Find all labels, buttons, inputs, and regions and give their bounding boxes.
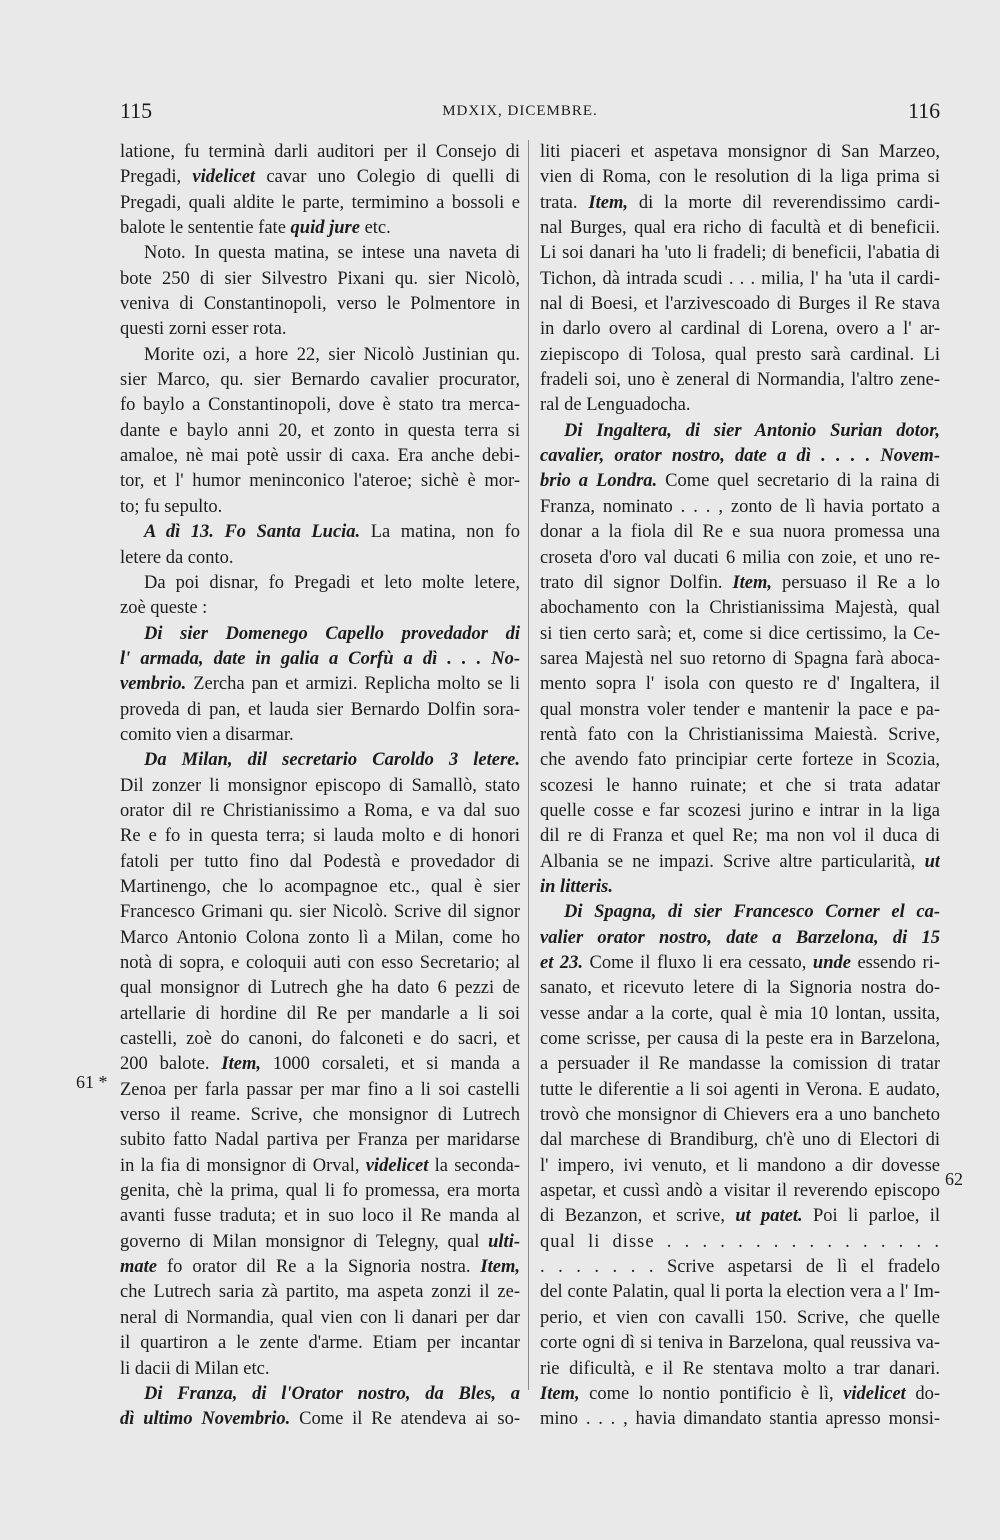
text-line: tor, et l' humor meninconico l'ateroe; sichè è mor- <box>120 471 520 492</box>
text-line: vien di Roma, con le resolution di la liga prima si <box>540 167 940 188</box>
text-line: Re e fo in questa terra; si lauda molto e di honori <box>120 826 520 847</box>
text-line: genita, chè la prima, qual li fo promessa, era morta <box>120 1181 520 1202</box>
text-line: Da Milan, dil secretario Caroldo 3 letere. <box>144 750 520 771</box>
left-page-number: 115 <box>120 98 153 123</box>
text-line: latione, fu terminà darli auditori per il Consejo di <box>120 142 520 162</box>
text-line: in litteris. <box>540 876 613 897</box>
text-line: Noto. In questa matina, se intese una naveta di <box>144 243 520 264</box>
text-line: Di Franza, di l'Orator nostro, da Bles, a <box>144 1383 520 1404</box>
text-line: proveda di pan, et lauda sier Bernardo Dolfin sora- <box>120 699 520 720</box>
text-line: che avendo fato principiar certe forteze in Scozia, <box>540 750 940 771</box>
text-line: neral di Normandia, qual vien con li danari per dar <box>120 1307 520 1328</box>
text-line: Zenoa per farla passar per mar fino a li soi castelli <box>120 1079 520 1100</box>
text-line: artellarie di hordine dil Re per mandarle a li soi <box>120 1003 520 1024</box>
text-line: del conte Palatin, qual li porta la election vera a l' Im- <box>540 1282 940 1303</box>
text-line: che Lutrech saria zà partito, ma aspeta zonzi il ze- <box>120 1282 520 1303</box>
text-line: nal di Boesi, et l'arzivescoado di Burges il Re stava <box>540 294 940 315</box>
text-line: vembrio. Zercha pan et armizi. Replicha molto se li <box>120 674 520 695</box>
text-line: donar a la fiola dil Re e sua nuora promessa una <box>540 522 940 543</box>
text-line: Pregadi, quali aldite le parte, termimino a bossoli e <box>120 192 520 213</box>
text-line: veniva di Constantinopoli, verso le Polmentore in <box>120 294 520 315</box>
text-line: fradeli soi, uno è zeneral di Normandia, l'altro zene- <box>540 370 940 391</box>
text-line: scozesi le hanno ruinate; et che si trata adatar <box>540 775 940 796</box>
text-line: dil re di Franza et quel Re; ma non vol il duca di <box>540 826 940 847</box>
text-line: ral de Lenguadocha. <box>540 395 691 416</box>
text-line: nal Burges, qual era richo di facultà et di beneficii. <box>540 218 940 239</box>
left-text-column <box>120 140 520 1433</box>
text-line: 200 balote. Item, 1000 corsaleti, et si manda a <box>120 1054 520 1075</box>
text-line: zoè queste : <box>120 598 208 619</box>
text-line: Di sier Domenego Capello provedador di <box>144 623 520 644</box>
text-line: Francesco Grimani qu. sier Nicolò. Scrive dil signor <box>120 902 520 923</box>
text-line: a persuader il Re mandasse la comission di tratar <box>540 1054 940 1075</box>
text-line: questi zorni esser rota. <box>120 319 287 340</box>
text-line: sanato, et ricevuto letere di la Signoria nostra do- <box>540 978 940 999</box>
text-line: et 23. Come il fluxo li era cessato, unde essendo ri- <box>540 953 940 973</box>
text-line: avanti fusse traduta; et in suo loco il Re manda al <box>120 1206 520 1227</box>
text-line: dal marchese di Brandiburg, ch'è uno di Electori di <box>540 1130 940 1151</box>
text-line: verso il reame. Scrive, che monsignor di Lutrech <box>120 1105 520 1126</box>
text-line: governo di Milan monsignor di Telegny, qual ulti- <box>120 1231 520 1252</box>
text-line: in darlo overo al cardinal di Lorena, overo a l' ar- <box>540 319 940 340</box>
text-line: notà di sopra, e coloquii auti con esso Secretario; al <box>120 953 520 973</box>
text-line: si tien certo sarà; et, come si dice certissimo, la Ce- <box>540 623 940 644</box>
text-line: balote le sententie fate quid jure etc. <box>120 218 391 239</box>
text-line: l' impero, ivi venuto, et li mandono a dir dovesse <box>540 1155 940 1176</box>
text-line: to; fu sepulto. <box>120 496 223 517</box>
text-line: croseta d'oro val ducati 6 milia con zoie, et uno re- <box>540 547 940 568</box>
text-line: amaloe, nè mai potè ussir di caxa. Era anche debi- <box>120 446 520 467</box>
text-line: ziepiscopo di Tolosa, qual presto sarà cardinal. Li <box>540 344 940 365</box>
text-line: Dil zonzer li monsignor episcopo di Samallò, stato <box>120 775 520 796</box>
text-line: Da poi disnar, fo Pregadi et leto molte letere, <box>144 572 520 593</box>
text-line: valier orator nostro, date a Barzelona, di 15 <box>540 927 940 948</box>
text-line: Franza, nominato . . . , zonto de lì havia portato a <box>540 496 940 517</box>
text-line: sier Marco, qu. sier Bernardo cavalier procurator, <box>120 370 520 391</box>
text-line: Martinengo, che lo acompagnoe etc., qual è sier <box>120 876 520 897</box>
left-margin-note: 61 * <box>76 1072 108 1092</box>
text-line: qual monsignor di Lutrech ghe ha dato 6 pezzi de <box>120 978 520 999</box>
text-line: il quartiron a le zente d'arme. Etiam per incantar <box>120 1333 520 1354</box>
text-line: subito fatto Nadal partiva per Franza per maridarse <box>120 1130 520 1151</box>
text-line: l' armada, date in galia a Corfù a dì . . . No- <box>120 648 520 669</box>
text-line: mate fo orator dil Re a la Signoria nostra. Item, <box>120 1257 520 1278</box>
text-line: sarea Majestà nel suo retorno di Spagna farà aboca- <box>540 648 940 669</box>
text-line: trata. Item, di la morte dil reverendissimo cardi- <box>540 192 940 213</box>
text-line: dante e baylo anni 20, et zonto in questa terra si <box>120 420 520 441</box>
text-line: tutte le diferentie a li soi agenti in Verona. E audato, <box>540 1079 940 1100</box>
text-line: di Bezanzon, et scrive, ut patet. Poi li parloe, il <box>540 1206 940 1227</box>
text-line: trovò che monsignor di Chievers era a uno bancheto <box>540 1105 940 1126</box>
text-line: Morite ozi, a hore 22, sier Nicolò Justinian qu. <box>144 344 520 365</box>
text-line: orator dil re Christianissimo a Roma, e va dal suo <box>120 800 520 821</box>
text-line: fatoli per tutto fino dal Podestà e provedador di <box>120 851 520 872</box>
text-line: . . . . . . . Scrive aspetarsi de lì el fradelo <box>540 1257 940 1278</box>
text-line: comito vien a disarmar. <box>120 724 294 745</box>
text-line: Li soi danari ha 'uto li fradeli; di beneficii, l'abatia di <box>540 243 940 264</box>
text-line: castelli, zoè do canoni, do falconeti e do sacri, et <box>120 1029 520 1050</box>
text-line: qual monstra voler tender e mantenir la pace e pa- <box>540 699 940 720</box>
text-line: Di Spagna, di sier Francesco Corner el ca- <box>564 902 940 923</box>
text-line: quelle cosse e far scozesi jurino e intrar in la liga <box>540 800 940 821</box>
text-line: Albania se ne impazi. Scrive altre particularità, ut <box>540 851 940 872</box>
text-line: vesse andar a la corte, qual è mia 10 lontan, ussita, <box>540 1003 940 1024</box>
right-text-column <box>540 140 940 1433</box>
text-line: rie dificultà, e il Re stentava molto a trar danari. <box>540 1358 940 1379</box>
text-line: li dacii di Milan etc. <box>120 1358 270 1379</box>
text-line: bote 250 di sier Silvestro Pixani qu. sier Nicolò, <box>120 268 520 289</box>
text-line: Item, come lo nontio pontificio è lì, videlicet do- <box>540 1383 940 1404</box>
text-line: in la fia di monsignor di Orval, videlicet la seconda- <box>120 1155 520 1176</box>
column-divider <box>528 140 529 1390</box>
text-line: abochamento con la Christianissima Majestà, qual <box>540 598 940 619</box>
text-line: letere da conto. <box>120 547 234 568</box>
right-page-number: 116 <box>908 98 941 123</box>
text-line: rentà fato con la Christianissima Maiestà. Scrive, <box>540 724 940 745</box>
text-line: fo baylo a Constantinopoli, dove è stato tra merca- <box>120 395 520 416</box>
right-margin-note: 62 <box>945 1169 963 1189</box>
text-line: qual li disse . . . . . . . . . . . . . . . . <box>540 1231 940 1252</box>
text-line: trato dil signor Dolfin. Item, persuaso il Re a lo <box>540 572 940 593</box>
text-line: cavalier, orator nostro, date a dì . . . . Novem- <box>540 446 940 467</box>
running-header: MDXIX, DICEMBRE. <box>442 103 598 119</box>
text-line: mino . . . , havia dimandato stantia apresso monsi- <box>540 1409 940 1430</box>
text-line: Marco Antonio Colona zonto lì a Milan, come ho <box>120 927 520 948</box>
text-line: come scrisse, per causa di la peste era in Barzelona, <box>540 1029 940 1050</box>
text-line: brio a Londra. Come quel secretario di la raina di <box>540 471 940 492</box>
text-line: mento sopra l' isola con questo re d' Ingaltera, il <box>540 674 940 695</box>
text-line: dì ultimo Novembrio. Come il Re atendeva ai so- <box>120 1409 520 1430</box>
text-line: Tichon, dà intrada scudi . . . milia, l' ha 'uta il cardi- <box>540 268 940 289</box>
text-line: A dì 13. Fo Santa Lucia. La matina, non fo <box>144 522 520 543</box>
text-line: Di Ingaltera, di sier Antonio Surian dotor, <box>564 420 940 441</box>
text-line: perio, et vien con cavalli 150. Scrive, che quelle <box>540 1307 940 1328</box>
text-line: aspetar, et cussì andò a visitar il reverendo episcopo <box>540 1181 940 1202</box>
text-line: Pregadi, videlicet cavar uno Colegio di quelli di <box>120 167 520 188</box>
text-line: liti piaceri et aspetava monsignor di San Marzeo, <box>540 142 940 162</box>
text-line: corte ogni dì si teniva in Barzelona, qual reussiva va- <box>540 1333 940 1354</box>
